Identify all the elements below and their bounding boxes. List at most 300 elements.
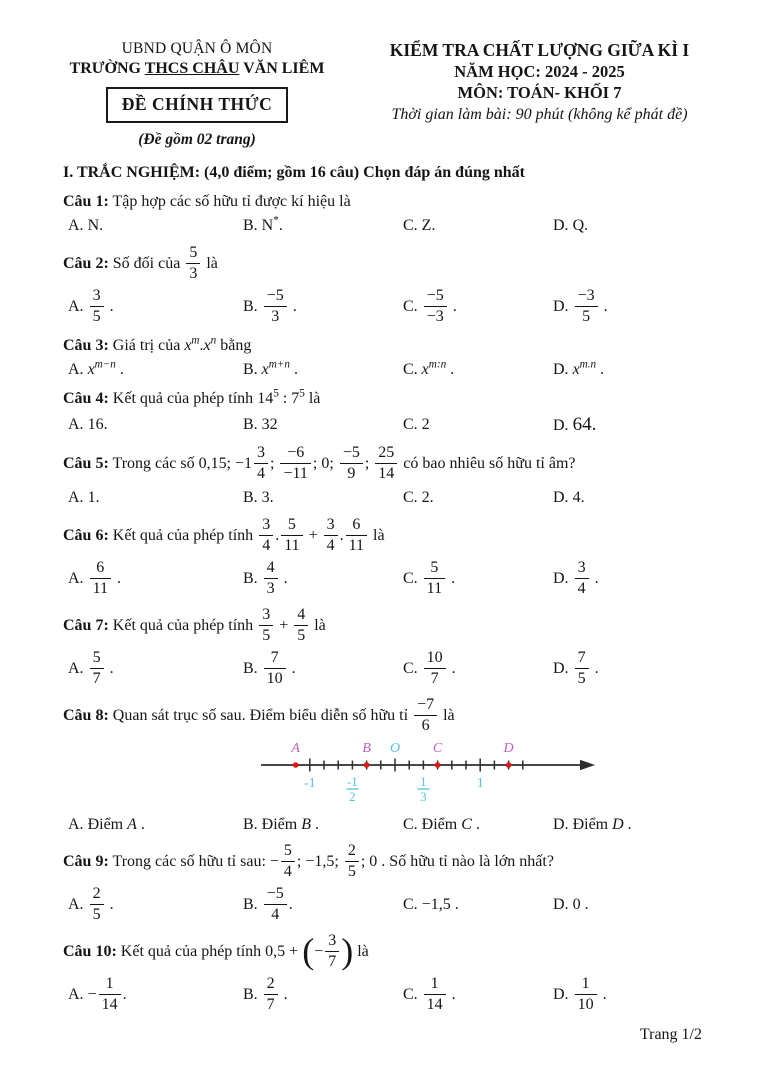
text-run: D bbox=[612, 815, 624, 833]
fraction bbox=[259, 607, 273, 644]
fraction bbox=[340, 445, 363, 482]
text-run: . bbox=[596, 360, 605, 378]
point-label-B: B bbox=[362, 740, 371, 756]
option-A bbox=[68, 358, 243, 379]
text-run: Điểm bbox=[417, 815, 462, 833]
text-run bbox=[569, 298, 573, 315]
text-run: − bbox=[83, 986, 97, 1004]
math-exponent: m+n bbox=[268, 358, 291, 371]
fraction-numerator: 3 bbox=[262, 605, 271, 623]
text-run: . bbox=[288, 896, 293, 914]
question-5 bbox=[63, 446, 722, 507]
text-run: . bbox=[599, 297, 608, 315]
exam-title: KIỂM TRA CHẤT LƯỢNG GIỮA KÌ I bbox=[389, 40, 690, 60]
math-exponent: * bbox=[273, 214, 279, 227]
fraction-denominator: −3 bbox=[424, 306, 447, 325]
option-D bbox=[553, 558, 722, 598]
math-base: 7 bbox=[291, 390, 300, 408]
question-stem bbox=[63, 844, 722, 881]
option-letter: A. bbox=[68, 896, 84, 914]
fraction-denominator: 11 bbox=[346, 535, 367, 554]
option-letter: C. bbox=[403, 569, 418, 587]
options-row bbox=[63, 358, 722, 379]
school-line-post: VĂN LIÊM bbox=[239, 60, 325, 77]
fraction-denominator: 9 bbox=[340, 463, 363, 482]
question-1 bbox=[63, 192, 722, 236]
point-label-A: A bbox=[291, 740, 300, 756]
text-run bbox=[418, 660, 422, 677]
point-label-D: D bbox=[503, 740, 514, 756]
fraction bbox=[424, 976, 446, 1013]
fraction-numerator: 2 bbox=[92, 885, 101, 903]
fraction bbox=[280, 445, 310, 482]
option-B bbox=[243, 286, 403, 326]
fraction-denominator: 11 bbox=[281, 535, 302, 554]
text-run: . bbox=[279, 986, 288, 1004]
question-label: Câu 9: bbox=[63, 853, 109, 871]
option-letter: B. bbox=[243, 896, 258, 914]
text-run bbox=[418, 986, 422, 1003]
option-D bbox=[553, 217, 722, 235]
question-stem bbox=[63, 515, 722, 555]
fraction-numerator: 25 bbox=[378, 444, 395, 462]
question-stem bbox=[63, 605, 722, 645]
option-letter: A. bbox=[68, 815, 84, 833]
text-run: . bbox=[136, 815, 145, 833]
fraction-denominator: 14 bbox=[375, 463, 397, 482]
fraction-numerator: 5 bbox=[92, 648, 101, 666]
text-run: ; bbox=[270, 455, 279, 473]
option-letter: B. bbox=[243, 416, 258, 434]
fraction-numerator: −5 bbox=[266, 885, 284, 903]
text-run: ; 0; bbox=[312, 455, 338, 473]
fraction-denominator: 5 bbox=[575, 668, 589, 687]
math-exponent: m:n bbox=[428, 358, 447, 371]
options-row bbox=[63, 558, 722, 598]
option-letter: D. bbox=[553, 217, 569, 235]
option-letter: C. bbox=[403, 416, 418, 434]
text-run: . bbox=[105, 896, 114, 914]
text-run bbox=[258, 986, 262, 1003]
numberline-figure bbox=[259, 739, 722, 810]
option-A bbox=[68, 558, 243, 598]
question-2 bbox=[63, 243, 722, 326]
text-run: ; bbox=[364, 455, 374, 473]
text-run: 2 bbox=[417, 416, 430, 434]
fraction-numerator: 4 bbox=[266, 558, 275, 576]
subject-grade: MÔN: TOÁN- KHỐI 7 bbox=[457, 83, 622, 102]
option-letter: C. bbox=[403, 659, 418, 677]
option-A bbox=[68, 217, 243, 235]
fraction-numerator: −6 bbox=[287, 444, 305, 462]
text-run: 0 . bbox=[568, 896, 589, 914]
option-letter: D. bbox=[553, 360, 569, 378]
text-run: . bbox=[590, 569, 599, 587]
option-B bbox=[243, 977, 403, 1014]
text-run: N. bbox=[83, 217, 104, 235]
fraction-denominator: 4 bbox=[575, 578, 589, 597]
option-letter: D. bbox=[553, 569, 569, 587]
text-run: : bbox=[278, 390, 292, 408]
option-B bbox=[243, 489, 403, 507]
option-letter: A. bbox=[68, 489, 84, 507]
exam-header bbox=[63, 40, 722, 149]
text-run: Điểm bbox=[568, 815, 613, 833]
option-letter: C. bbox=[403, 896, 418, 914]
question-9 bbox=[63, 844, 722, 924]
question-stem bbox=[63, 695, 722, 735]
option-letter: B. bbox=[243, 569, 258, 587]
math-exponent: m.n bbox=[579, 358, 597, 371]
option-letter: A. bbox=[68, 416, 84, 434]
fraction-denominator: 5 bbox=[90, 306, 104, 325]
question-stem bbox=[63, 446, 722, 483]
text-run bbox=[258, 896, 262, 913]
fraction bbox=[99, 976, 121, 1013]
axis-arrowhead bbox=[580, 759, 595, 769]
fraction-denominator: 4 bbox=[281, 861, 295, 880]
math-base: x bbox=[421, 360, 429, 378]
math-exponent: n bbox=[210, 334, 217, 347]
text-run: . bbox=[112, 569, 121, 587]
text-run: . bbox=[279, 569, 288, 587]
questions-container bbox=[63, 192, 722, 1014]
option-letter: C. bbox=[403, 489, 418, 507]
option-B bbox=[243, 648, 403, 688]
option-B bbox=[243, 887, 403, 924]
fraction-numerator: 3 bbox=[262, 515, 271, 533]
text-run: . bbox=[447, 986, 456, 1004]
option-letter: B. bbox=[243, 659, 258, 677]
school-line-pre: TRƯỜNG bbox=[69, 60, 145, 77]
text-run: ; −1,5; bbox=[296, 853, 343, 871]
text-run: . bbox=[199, 336, 204, 354]
text-run bbox=[418, 298, 422, 315]
fraction-numerator: 2 bbox=[266, 975, 275, 993]
option-C bbox=[403, 489, 553, 507]
option-D bbox=[553, 414, 722, 436]
fraction bbox=[264, 650, 286, 687]
option-letter: C. bbox=[403, 297, 418, 315]
fraction-numerator: 3 bbox=[328, 932, 337, 950]
fraction-denominator: 6 bbox=[414, 715, 437, 734]
point-dot-C bbox=[435, 762, 441, 768]
text-run: bằng bbox=[216, 336, 252, 354]
text-run: . bbox=[590, 659, 599, 677]
text-run: + bbox=[275, 616, 293, 634]
option-A bbox=[68, 977, 243, 1014]
question-label: Câu 7: bbox=[63, 616, 109, 634]
fraction-numerator: 7 bbox=[270, 648, 279, 666]
option-letter: C. bbox=[403, 815, 418, 833]
text-run: Trong các số 0,15; −1 bbox=[108, 455, 253, 473]
text-run: . bbox=[288, 297, 297, 315]
text-run: . bbox=[623, 815, 632, 833]
text-run: . bbox=[311, 815, 319, 833]
fraction bbox=[346, 517, 367, 554]
fraction-numerator: 5 bbox=[430, 558, 439, 576]
text-run: . bbox=[287, 659, 296, 677]
question-label: Câu 1: bbox=[63, 193, 109, 210]
question-label: Câu 2: bbox=[63, 254, 109, 272]
fraction bbox=[264, 288, 287, 325]
question-label: Câu 5: bbox=[63, 455, 109, 473]
text-run: Kết quả của phép tính 0,5 + bbox=[116, 943, 303, 961]
text-run: . bbox=[448, 297, 457, 315]
fraction bbox=[294, 607, 308, 644]
text-run bbox=[418, 570, 422, 587]
fraction bbox=[375, 445, 397, 482]
option-letter: B. bbox=[243, 217, 258, 235]
text-run bbox=[84, 660, 88, 677]
fraction-denominator: 14 bbox=[424, 994, 446, 1013]
option-D bbox=[553, 977, 722, 1014]
option-D bbox=[553, 816, 722, 834]
text-run: Kết quả của phép tính bbox=[108, 526, 258, 544]
option-letter: B. bbox=[243, 815, 258, 833]
text-run: Z. bbox=[417, 217, 436, 235]
text-run: là bbox=[304, 390, 321, 408]
fraction-numerator: 3 bbox=[326, 515, 335, 533]
options-row bbox=[63, 977, 722, 1014]
fraction bbox=[90, 886, 104, 923]
text-run: B bbox=[301, 815, 311, 833]
fraction bbox=[575, 650, 589, 687]
option-letter: A. bbox=[68, 297, 84, 315]
text-run: Điểm bbox=[83, 815, 128, 833]
big-paren: ( bbox=[302, 930, 315, 971]
fraction-numerator: 4 bbox=[297, 605, 306, 623]
text-run: Tập hợp các số hữu tỉ được kí hiệu là bbox=[108, 193, 351, 210]
option-A bbox=[68, 416, 243, 434]
point-dot-D bbox=[506, 762, 512, 768]
text-run bbox=[84, 570, 88, 587]
fraction-denominator: 3 bbox=[264, 578, 278, 597]
math-base: x bbox=[87, 360, 95, 378]
fraction-denominator: 7 bbox=[264, 994, 278, 1013]
fraction-denominator: 4 bbox=[264, 904, 287, 923]
option-letter: D. bbox=[553, 986, 569, 1004]
question-stem bbox=[63, 389, 722, 408]
issuer-line: UBND QUẬN Ô MÔN bbox=[121, 40, 273, 57]
text-run bbox=[569, 660, 573, 677]
fraction bbox=[264, 560, 278, 597]
option-A bbox=[68, 489, 243, 507]
fraction-denominator: 7 bbox=[325, 951, 339, 970]
fraction-numerator: 1 bbox=[105, 975, 114, 993]
option-D bbox=[553, 358, 722, 379]
question-stem bbox=[63, 336, 722, 355]
math-exponent: m−n bbox=[94, 358, 116, 371]
option-letter: D. bbox=[553, 417, 569, 435]
math-base: x bbox=[572, 360, 580, 378]
fraction bbox=[259, 517, 273, 554]
school-line-underlined: THCS CHÂU bbox=[144, 60, 240, 77]
text-run: . bbox=[598, 986, 607, 1004]
fraction-denominator: 5 bbox=[345, 861, 359, 880]
axis-fraction-numerator: -1 bbox=[346, 773, 358, 789]
option-A bbox=[68, 286, 243, 326]
text-run: là bbox=[202, 254, 218, 272]
options-row bbox=[63, 887, 722, 924]
official-exam-box: ĐỀ CHÍNH THỨC bbox=[106, 87, 288, 123]
question-label: Câu 8: bbox=[63, 706, 109, 724]
text-run: . bbox=[446, 360, 455, 378]
fraction-numerator: 3 bbox=[92, 286, 101, 304]
option-B bbox=[243, 214, 403, 235]
option-letter: A. bbox=[68, 659, 84, 677]
fraction bbox=[254, 445, 268, 482]
fraction-denominator: 10 bbox=[264, 668, 286, 687]
math-exponent: m bbox=[191, 334, 200, 347]
text-run bbox=[569, 986, 573, 1003]
fraction-numerator: 1 bbox=[430, 975, 439, 993]
fraction bbox=[424, 560, 445, 597]
header-left bbox=[63, 40, 331, 149]
fraction bbox=[424, 288, 447, 325]
fraction-numerator: 5 bbox=[283, 842, 292, 860]
fraction-denominator: 4 bbox=[254, 463, 268, 482]
fraction-numerator: 3 bbox=[257, 444, 266, 462]
fraction-denominator: 10 bbox=[575, 994, 597, 1013]
math-base: N bbox=[261, 217, 274, 235]
option-B bbox=[243, 358, 403, 379]
option-C bbox=[403, 286, 553, 326]
options-row bbox=[63, 414, 722, 436]
text-run: . bbox=[447, 569, 456, 587]
fraction-denominator: 5 bbox=[294, 625, 308, 644]
text-run: là bbox=[369, 526, 385, 544]
math-base: x bbox=[261, 360, 269, 378]
question-10 bbox=[63, 930, 722, 1014]
question-label: Câu 10: bbox=[63, 943, 117, 961]
text-run bbox=[84, 298, 88, 315]
option-A bbox=[68, 887, 243, 924]
number-line bbox=[259, 739, 601, 805]
fraction-denominator: 4 bbox=[259, 535, 273, 554]
text-run: là bbox=[310, 616, 326, 634]
text-run: . bbox=[122, 986, 127, 1004]
school-year: NĂM HỌC: 2024 - 2025 bbox=[454, 62, 625, 81]
text-run: . bbox=[278, 217, 283, 235]
text-run: Trong các số hữu tỉ sau: − bbox=[108, 853, 279, 871]
fraction bbox=[414, 697, 437, 734]
question-7 bbox=[63, 605, 722, 688]
axis-number-label: -1 bbox=[303, 775, 316, 791]
option-letter: A. bbox=[68, 569, 84, 587]
axis-fraction-denominator: 2 bbox=[349, 788, 356, 804]
fraction-denominator: 3 bbox=[186, 263, 200, 282]
option-C bbox=[403, 648, 553, 688]
question-4 bbox=[63, 389, 722, 436]
fraction-numerator: 7 bbox=[577, 648, 586, 666]
section-heading: I. TRẮC NGHIỆM: (4,0 điểm; gồm 16 câu) Chọn đáp án đúng nhất bbox=[63, 164, 525, 181]
question-stem bbox=[63, 192, 722, 211]
option-C bbox=[403, 977, 553, 1014]
fraction-numerator: 5 bbox=[287, 515, 296, 533]
option-C bbox=[403, 558, 553, 598]
page-count-note: (Đề gồm 02 trang) bbox=[138, 131, 256, 148]
fraction bbox=[264, 886, 287, 923]
fraction-numerator: 1 bbox=[581, 975, 590, 993]
text-run: Giá trị của bbox=[108, 336, 185, 354]
question-label: Câu 3: bbox=[63, 336, 109, 354]
option-letter: D. bbox=[553, 489, 569, 507]
text-run: . bbox=[105, 297, 114, 315]
text-run: 1. bbox=[83, 489, 100, 507]
duration-note: Thời gian làm bài: 90 phút (không kể phát đề) bbox=[391, 106, 688, 123]
fraction bbox=[345, 843, 359, 880]
text-run: Kết quả của phép tính bbox=[108, 616, 258, 634]
question-8 bbox=[63, 695, 722, 834]
text-run: 3. bbox=[257, 489, 274, 507]
question-label: Câu 4: bbox=[63, 390, 109, 408]
option-D bbox=[553, 896, 722, 914]
math-exponent: 5 bbox=[273, 387, 279, 400]
point-label-C: C bbox=[432, 740, 443, 756]
text-run: 2. bbox=[417, 489, 434, 507]
fraction-denominator: 5 bbox=[575, 306, 598, 325]
options-row bbox=[63, 214, 722, 235]
question-6 bbox=[63, 515, 722, 598]
option-letter: B. bbox=[243, 360, 258, 378]
text-run: A bbox=[127, 815, 137, 833]
text-run: 16. bbox=[83, 416, 108, 434]
fraction bbox=[575, 560, 589, 597]
page-number: Trang 1/2 bbox=[639, 1026, 702, 1043]
text-run: . bbox=[339, 526, 344, 544]
math-exponent: 5 bbox=[299, 387, 305, 400]
fraction bbox=[281, 517, 302, 554]
fraction bbox=[325, 933, 339, 970]
option-letter: B. bbox=[243, 297, 258, 315]
text-run: . bbox=[471, 815, 480, 833]
fraction-numerator: 3 bbox=[577, 558, 586, 576]
fraction bbox=[90, 560, 111, 597]
fraction-numerator: 2 bbox=[347, 842, 356, 860]
option-letter: C. bbox=[403, 217, 418, 235]
option-C bbox=[403, 358, 553, 379]
math-base: x bbox=[203, 336, 211, 354]
options-row bbox=[63, 286, 722, 326]
option-D bbox=[553, 286, 722, 326]
option-letter: C. bbox=[403, 986, 418, 1004]
option-letter: B. bbox=[243, 489, 258, 507]
option-letter: C. bbox=[403, 360, 418, 378]
text-run bbox=[258, 298, 262, 315]
option-B bbox=[243, 816, 403, 834]
text-run: ; 0 . Số hữu tỉ nào là lớn nhất? bbox=[360, 853, 554, 871]
text-run: Q. bbox=[568, 217, 589, 235]
option-B bbox=[243, 416, 403, 434]
text-run: 4. bbox=[568, 489, 585, 507]
fraction bbox=[90, 288, 104, 325]
text-run: −1,5 . bbox=[417, 896, 459, 914]
option-C bbox=[403, 816, 553, 834]
option-D bbox=[553, 489, 722, 507]
question-3 bbox=[63, 336, 722, 380]
text-run bbox=[258, 570, 262, 587]
text-run bbox=[569, 570, 573, 587]
axis-fraction-numerator: 1 bbox=[420, 773, 427, 789]
fraction-denominator: 11 bbox=[424, 578, 445, 597]
text-run: C bbox=[461, 815, 472, 833]
fraction-denominator: 7 bbox=[90, 668, 104, 687]
math-base: 14 bbox=[257, 390, 274, 408]
text-run: − bbox=[314, 943, 324, 961]
option-A bbox=[68, 816, 243, 834]
text-run: Điểm bbox=[257, 815, 302, 833]
